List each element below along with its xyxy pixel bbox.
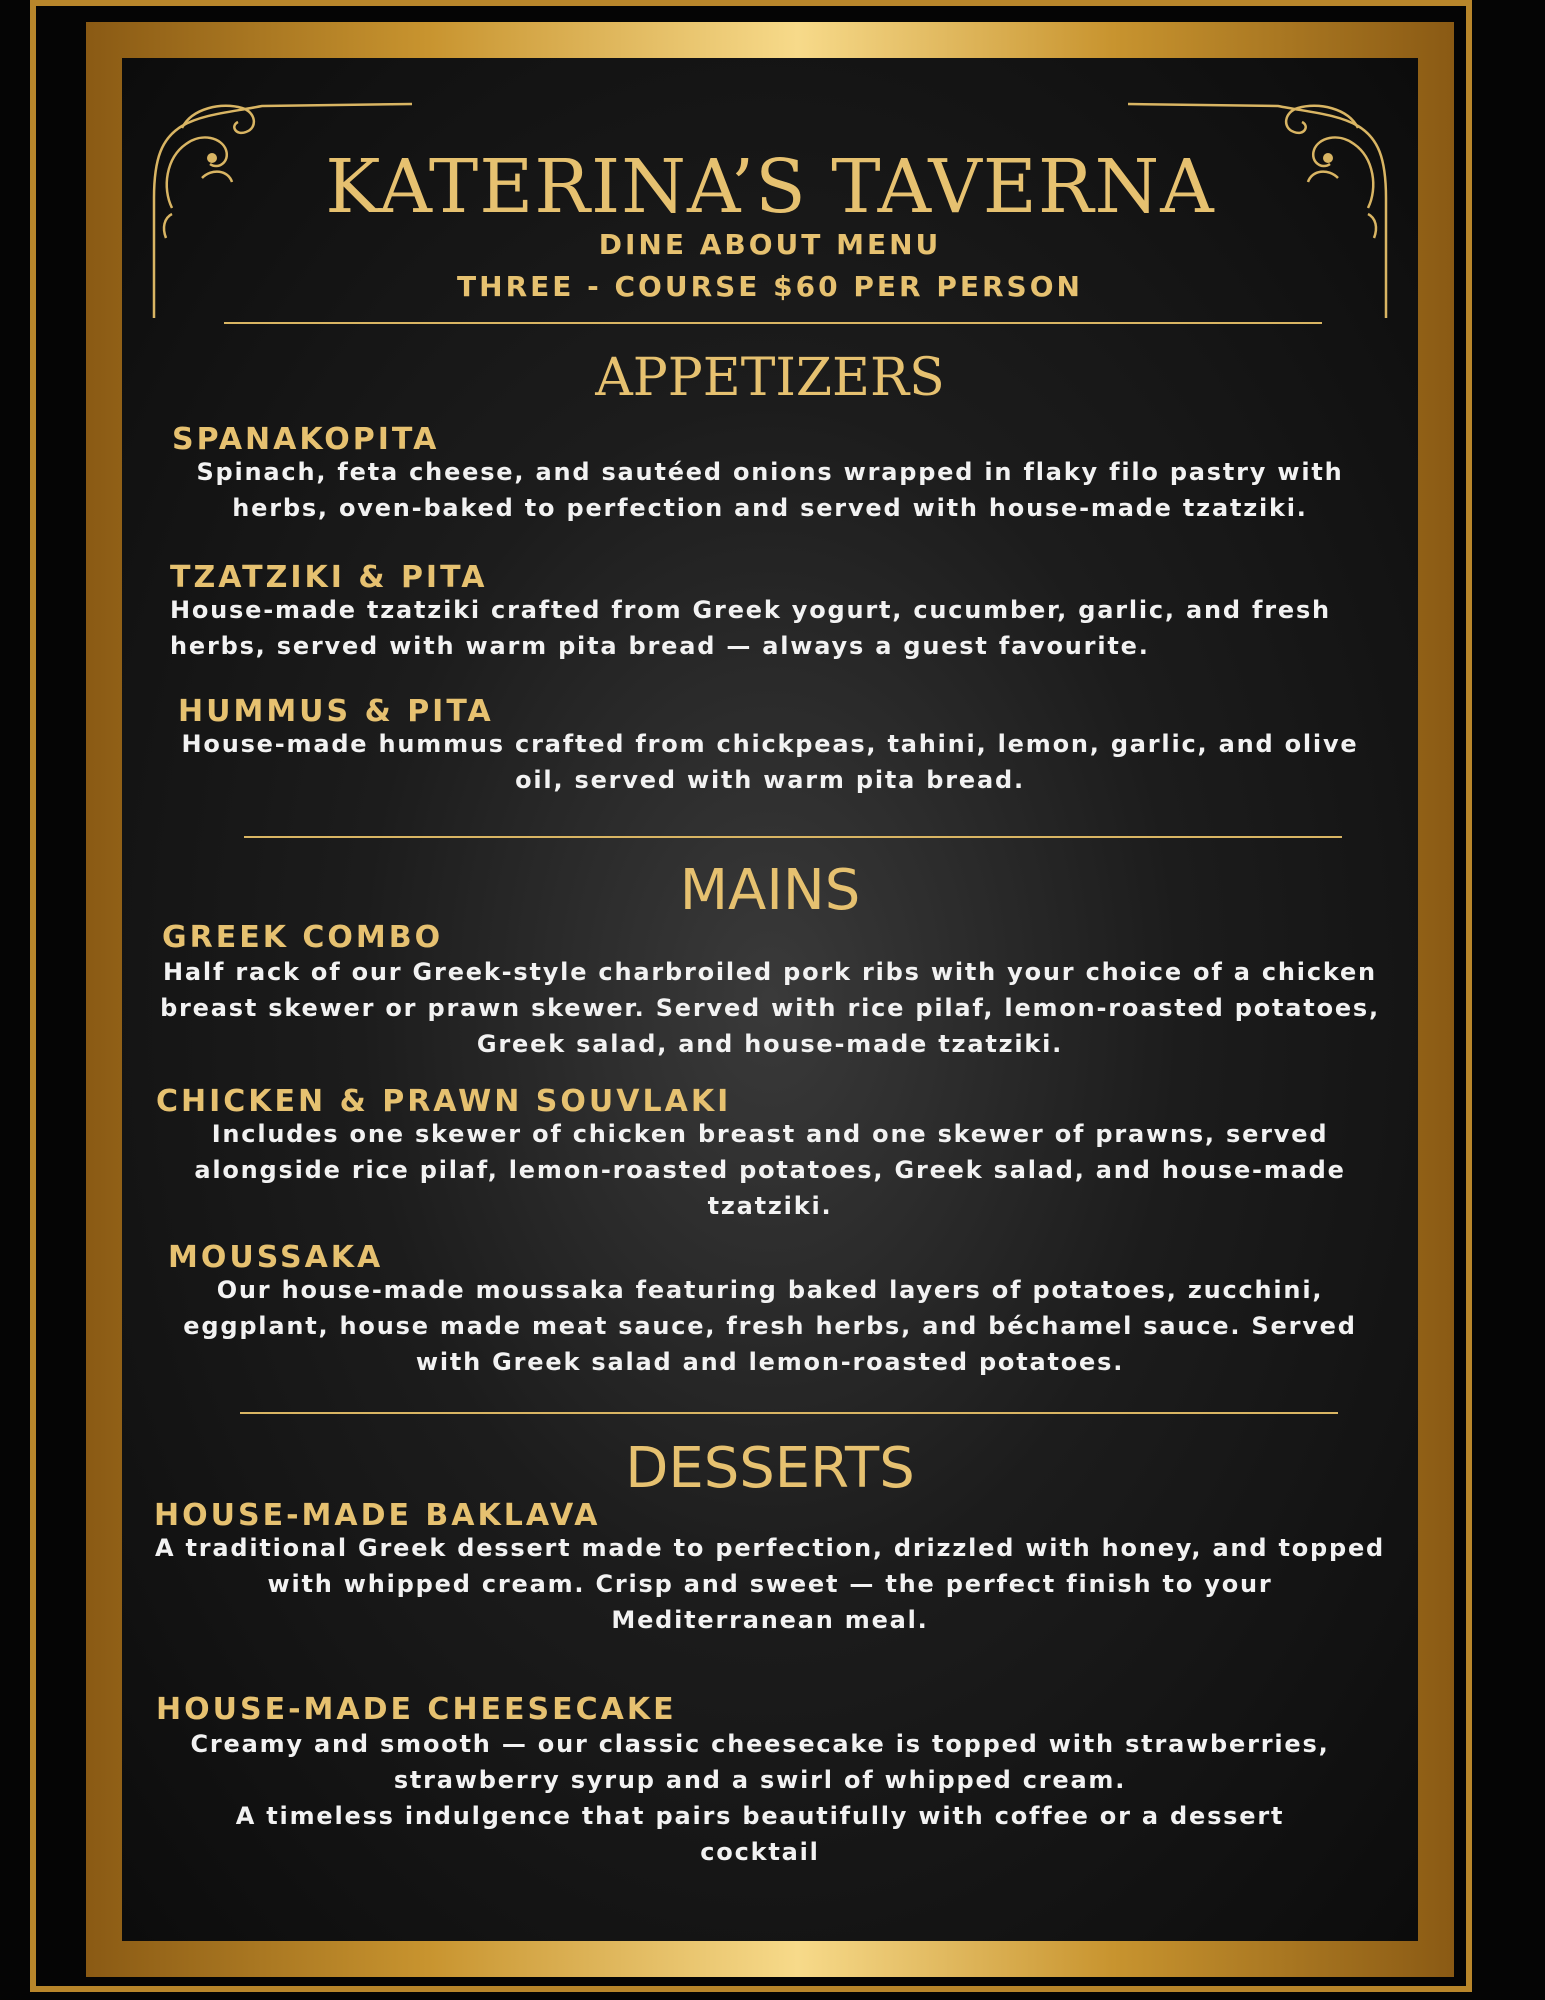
restaurant-name: KATERINA’S TAVERNA xyxy=(325,144,1215,230)
item-title-hummus-pita: HUMMUS & PITA xyxy=(178,694,494,729)
description-line: House-made hummus crafted from chickpeas, tahini, lemon, garlic, and olive xyxy=(181,730,1359,758)
description-line: herbs, served with warm pita bread — always a guest favourite. xyxy=(170,632,1150,660)
description-line: A traditional Greek dessert made to perfection, drizzled with honey, and topped xyxy=(154,1534,1386,1562)
description-line: Includes one skewer of chicken breast and one skewer of prawns, served xyxy=(211,1120,1329,1148)
menu-name: DINE ABOUT MENU xyxy=(598,228,942,261)
description-line: Our house-made moussaka featuring baked layers of potatoes, zucchini, xyxy=(216,1276,1324,1304)
section-title-appetizers: APPETIZERS xyxy=(595,348,945,408)
header-divider xyxy=(224,322,1322,324)
description-line: Half rack of our Greek-style charbroiled pork ribs with your choice of a chicken xyxy=(163,958,1377,986)
item-title-cheesecake: HOUSE-MADE CHEESECAKE xyxy=(156,1692,677,1727)
menu-content xyxy=(122,58,1418,1941)
description-line: alongside rice pilaf, lemon-roasted potatoes, Greek salad, and house-made xyxy=(194,1156,1346,1184)
description-line: Greek salad, and house-made tzatziki. xyxy=(476,1030,1064,1058)
item-title-tzatziki-pita: TZATZIKI & PITA xyxy=(170,560,488,595)
description-line: with whipped cream. Crisp and sweet — the perfect finish to your xyxy=(267,1570,1273,1598)
item-description-greek-combo xyxy=(132,954,1408,1062)
item-title-spanakopita: SPANAKOPITA xyxy=(172,422,440,457)
description-line: Mediterranean meal. xyxy=(611,1606,929,1634)
description-line: breast skewer or prawn skewer. Served with rice pilaf, lemon-roasted potatoes, xyxy=(160,994,1380,1022)
description-line: A timeless indulgence that pairs beautifully with coffee or a dessert xyxy=(235,1802,1285,1830)
section-title-desserts: DESSERTS xyxy=(625,1436,915,1501)
description-line: House-made tzatziki crafted from Greek yogurt, cucumber, garlic, and fresh xyxy=(170,596,1331,624)
description-line: Spinach, feta cheese, and sautéed onions wrapped in flaky filo pastry with xyxy=(196,458,1344,486)
item-description-cheesecake xyxy=(132,1726,1388,1870)
item-description-spanakopita xyxy=(142,454,1398,526)
item-title-baklava: HOUSE-MADE BAKLAVA xyxy=(154,1498,601,1533)
price-line: THREE - COURSE $60 PER PERSON xyxy=(457,270,1083,303)
item-description-chicken-prawn-souvlaki xyxy=(142,1116,1398,1224)
item-title-moussaka: MOUSSAKA xyxy=(168,1240,384,1275)
mains-divider xyxy=(240,1412,1338,1414)
item-description-tzatziki-pita xyxy=(170,592,1390,664)
description-line: tzatziki. xyxy=(707,1192,833,1220)
appetizers-divider xyxy=(244,836,1342,838)
item-description-moussaka xyxy=(142,1272,1398,1380)
description-line: herbs, oven-baked to perfection and served with house-made tzatziki. xyxy=(232,494,1308,522)
item-title-chicken-prawn-souvlaki: CHICKEN & PRAWN SOUVLAKI xyxy=(156,1084,732,1119)
gold-frame xyxy=(86,22,1454,1977)
description-line: with Greek salad and lemon-roasted potatoes. xyxy=(415,1348,1125,1376)
description-line: eggplant, house made meat sauce, fresh herbs, and béchamel sauce. Served xyxy=(183,1312,1357,1340)
menu-panel xyxy=(122,58,1418,1941)
item-title-greek-combo: GREEK COMBO xyxy=(162,920,444,955)
description-line: Creamy and smooth — our classic cheesecake is topped with strawberries, xyxy=(190,1730,1330,1758)
item-description-hummus-pita xyxy=(142,726,1398,798)
description-line: strawberry syrup and a swirl of whipped cream. xyxy=(393,1766,1127,1794)
description-line: cocktail xyxy=(700,1838,820,1866)
item-description-baklava xyxy=(132,1530,1408,1638)
section-title-mains: MAINS xyxy=(679,858,861,923)
description-line: oil, served with warm pita bread. xyxy=(515,766,1025,794)
